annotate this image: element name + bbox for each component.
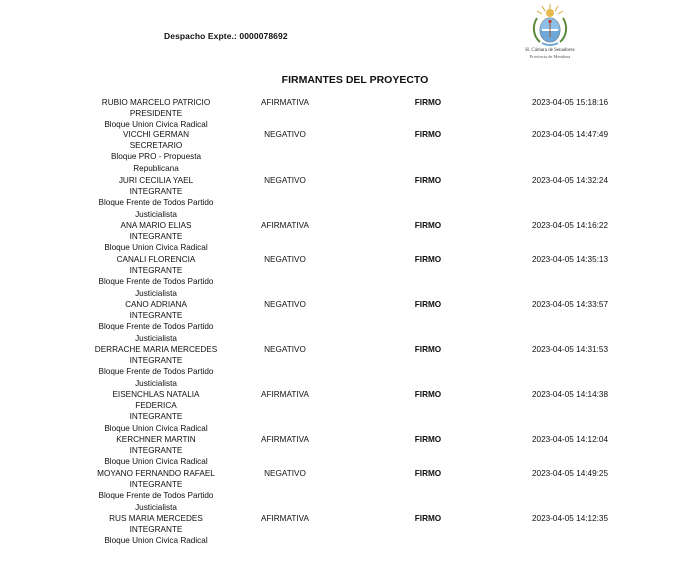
signer-identity <box>74 97 238 131</box>
signer-vote: NEGATIVO <box>264 300 306 309</box>
signer-identity <box>74 513 238 547</box>
org-name: H. Cámara de Senadores <box>525 48 575 53</box>
signer-identity <box>74 468 238 513</box>
signer-identity <box>74 254 238 299</box>
signer-bloc: Bloque Union Civica Radical <box>104 536 208 546</box>
page-title: FIRMANTES DEL PROYECTO <box>281 74 429 86</box>
signer-status: FIRMO <box>414 255 442 264</box>
signer-identity <box>74 389 238 434</box>
signer-status: FIRMO <box>414 469 442 478</box>
signer-name: KERCHNER MARTIN <box>116 435 196 444</box>
signer-identity <box>74 129 238 174</box>
signer-timestamp: 2023-04-05 14:12:35 <box>531 514 609 523</box>
signer-status: FIRMO <box>414 390 442 399</box>
signer-bloc: Bloque Union Civica Radical <box>104 243 208 253</box>
signer-role: INTEGRANTE <box>129 187 183 197</box>
signer-status: FIRMO <box>414 345 442 354</box>
signer-identity <box>74 434 238 468</box>
signer-status: FIRMO <box>414 435 442 444</box>
signer-bloc: Bloque Union Civica Radical <box>104 457 208 467</box>
expediente-number: Despacho Expte.: 0000078692 <box>164 31 288 41</box>
signer-bloc: Bloque Frente de Todos Partido Justicialista <box>98 491 214 512</box>
signer-role: INTEGRANTE <box>129 266 183 276</box>
signer-timestamp: 2023-04-05 14:16:22 <box>531 221 609 230</box>
signer-status: FIRMO <box>414 176 442 185</box>
signer-name: JURI CECILIA YAEL <box>118 176 194 185</box>
signer-bloc: Bloque Frente de Todos Partido Justicialista <box>98 198 214 219</box>
signer-vote: AFIRMATIVA <box>261 514 309 523</box>
signer-timestamp: 2023-04-05 14:33:57 <box>531 300 609 309</box>
org-province: Provincia de Mendoza <box>529 54 571 59</box>
signer-bloc: Bloque PRO - Propuesta Republicana <box>110 152 202 173</box>
signer-name: VICCHI GERMAN <box>123 130 189 139</box>
signer-name: CANALI FLORENCIA <box>116 255 196 264</box>
signer-name: RUS MARIA MERCEDES <box>109 514 203 523</box>
signer-timestamp: 2023-04-05 14:31:53 <box>531 345 609 354</box>
signer-role: INTEGRANTE <box>129 311 183 321</box>
signer-name: CANO ADRIANA <box>125 300 187 309</box>
coat-of-arms-icon <box>530 2 570 48</box>
signer-timestamp: 2023-04-05 14:14:38 <box>531 390 609 399</box>
signer-bloc: Bloque Frente de Todos Partido Justicialista <box>98 367 214 388</box>
signer-identity <box>74 299 238 344</box>
signer-timestamp: 2023-04-05 14:47:49 <box>531 130 609 139</box>
signer-role: INTEGRANTE <box>129 480 183 490</box>
signer-timestamp: 2023-04-05 14:32:24 <box>531 176 609 185</box>
signer-bloc: Bloque Frente de Todos Partido Justicialista <box>98 277 214 298</box>
signer-status: FIRMO <box>414 98 442 107</box>
signer-timestamp: 2023-04-05 15:18:16 <box>531 98 609 107</box>
signer-name: ANA MARIO ELIAS <box>120 221 192 230</box>
signer-name: RUBIO MARCELO PATRICIO <box>101 98 211 107</box>
signer-role: INTEGRANTE <box>129 412 183 422</box>
signer-role: INTEGRANTE <box>129 356 183 366</box>
signer-vote: AFIRMATIVA <box>261 435 309 444</box>
signer-vote: NEGATIVO <box>264 176 306 185</box>
signer-timestamp: 2023-04-05 14:35:13 <box>531 255 609 264</box>
signer-identity <box>74 344 238 389</box>
signer-role: SECRETARIO <box>129 141 183 151</box>
signer-vote: NEGATIVO <box>264 345 306 354</box>
signer-bloc: Bloque Union Civica Radical <box>104 423 208 433</box>
signer-name: MOYANO FERNANDO RAFAEL <box>97 469 215 478</box>
signer-status: FIRMO <box>414 514 442 523</box>
signer-vote: AFIRMATIVA <box>261 98 309 107</box>
signer-bloc: Bloque Frente de Todos Partido Justicialista <box>98 322 214 343</box>
signer-identity <box>74 220 238 254</box>
signer-timestamp: 2023-04-05 14:12:04 <box>531 435 609 444</box>
signer-role: PRESIDENTE <box>129 109 183 119</box>
signer-name: EISENCHLAS NATALIA FEDERICA <box>112 390 200 411</box>
signer-vote: NEGATIVO <box>264 130 306 139</box>
signer-bloc: Bloque Union Civica Radical <box>104 120 208 130</box>
signer-vote: NEGATIVO <box>264 255 306 264</box>
signer-status: FIRMO <box>414 300 442 309</box>
signer-role: INTEGRANTE <box>129 232 183 242</box>
signer-identity <box>74 175 238 220</box>
signer-name: DERRACHE MARIA MERCEDES <box>94 345 218 354</box>
signer-status: FIRMO <box>414 130 442 139</box>
signer-vote: AFIRMATIVA <box>261 221 309 230</box>
senate-crest-logo <box>508 2 592 66</box>
signer-timestamp: 2023-04-05 14:49:25 <box>531 469 609 478</box>
signer-status: FIRMO <box>414 221 442 230</box>
signer-vote: NEGATIVO <box>264 469 306 478</box>
signer-role: INTEGRANTE <box>129 525 183 535</box>
signer-role: INTEGRANTE <box>129 446 183 456</box>
signer-vote: AFIRMATIVA <box>261 390 309 399</box>
